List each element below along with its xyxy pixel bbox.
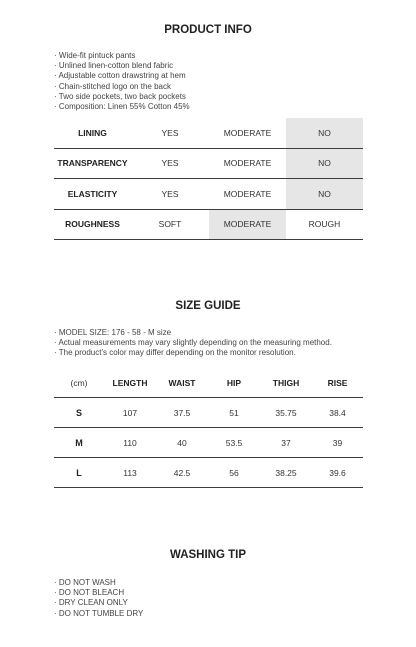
table-cell: 110 — [123, 437, 137, 448]
attribute-label: ROUGHNESS — [65, 219, 120, 230]
column-header: LENGTH — [112, 377, 148, 388]
table-row — [54, 428, 363, 458]
attribute-option: YES — [161, 158, 179, 169]
attribute-option: ROUGH — [308, 219, 341, 230]
attribute-option: NO — [286, 118, 363, 148]
table-cell: 38.4 — [329, 407, 346, 418]
list-item: · Actual measurements may vary slightly depending on the measuring method. — [54, 338, 332, 348]
attribute-label: ELASTICITY — [67, 188, 118, 199]
product-info-title: PRODUCT INFO — [164, 24, 252, 36]
attribute-option: MODERATE — [223, 188, 272, 199]
list-item: · DRY CLEAN ONLY — [54, 598, 143, 608]
list-item: · Wide-fit pintuck pants — [54, 51, 190, 61]
table-cell: 37 — [281, 437, 291, 448]
list-item: · The product's color may differ depending on the monitor resolution. — [54, 348, 332, 358]
list-item: · Unlined linen-cotton blend fabric — [54, 61, 190, 71]
list-item: · Two side pockets, two back pockets — [54, 92, 190, 102]
size-guide-table — [54, 368, 363, 488]
table-cell: 51 — [229, 407, 239, 418]
list-item: · Composition: Linen 55% Cotton 45% — [54, 102, 190, 112]
attribute-label: LINING — [78, 127, 107, 138]
product-attributes-table — [54, 118, 363, 240]
list-item: · MODEL SIZE: 176 - 58 - M size — [54, 328, 332, 338]
table-row — [54, 458, 363, 488]
attribute-label: TRANSPARENCY — [57, 158, 128, 169]
attribute-option: NO — [286, 149, 363, 179]
attribute-option: YES — [161, 188, 179, 199]
table-cell: 113 — [123, 467, 137, 478]
attribute-option: MODERATE — [223, 127, 272, 138]
table-cell: 35.75 — [275, 407, 297, 418]
size-label: S — [75, 407, 82, 418]
table-cell: 39 — [332, 437, 343, 448]
column-header: THIGH — [272, 377, 300, 388]
table-cell: 39.6 — [329, 467, 346, 478]
table-row-transparency — [54, 149, 363, 180]
attribute-option: NO — [286, 179, 363, 209]
size-label: M — [75, 437, 83, 448]
column-header: (cm) — [70, 377, 88, 388]
table-row-roughness — [54, 210, 363, 241]
list-item: · DO NOT TUMBLE DRY — [54, 609, 143, 619]
list-item: · Adjustable cotton drawstring at hem — [54, 71, 190, 81]
table-header-row — [54, 368, 363, 398]
list-item: · DO NOT BLEACH — [54, 588, 143, 598]
washing-tip-bullets — [54, 578, 143, 619]
size-guide-bullets — [54, 328, 332, 359]
size-guide-title: SIZE GUIDE — [175, 300, 241, 312]
table-row-elasticity — [54, 179, 363, 210]
column-header: RISE — [327, 377, 348, 388]
table-cell: 56 — [229, 467, 239, 478]
column-header: HIP — [226, 377, 242, 388]
table-cell: 37.5 — [173, 407, 191, 418]
attribute-option: MODERATE — [209, 210, 286, 240]
washing-tip-title: WASHING TIP — [169, 549, 247, 561]
table-cell: 53.5 — [225, 437, 243, 448]
table-cell: 107 — [122, 407, 138, 418]
column-header: WAIST — [168, 377, 196, 388]
list-item: · Chain-stitched logo on the back — [54, 82, 190, 92]
table-cell: 38.25 — [275, 467, 297, 478]
attribute-option: YES — [161, 127, 179, 138]
size-label: L — [76, 467, 82, 478]
table-cell: 42.5 — [173, 467, 191, 478]
list-item: · DO NOT WASH — [54, 578, 143, 588]
table-row-lining — [54, 118, 363, 149]
attribute-option: SOFT — [158, 219, 182, 230]
table-row — [54, 398, 363, 428]
attribute-option: MODERATE — [223, 158, 272, 169]
table-cell: 40 — [177, 437, 187, 448]
product-info-bullets — [54, 51, 190, 112]
